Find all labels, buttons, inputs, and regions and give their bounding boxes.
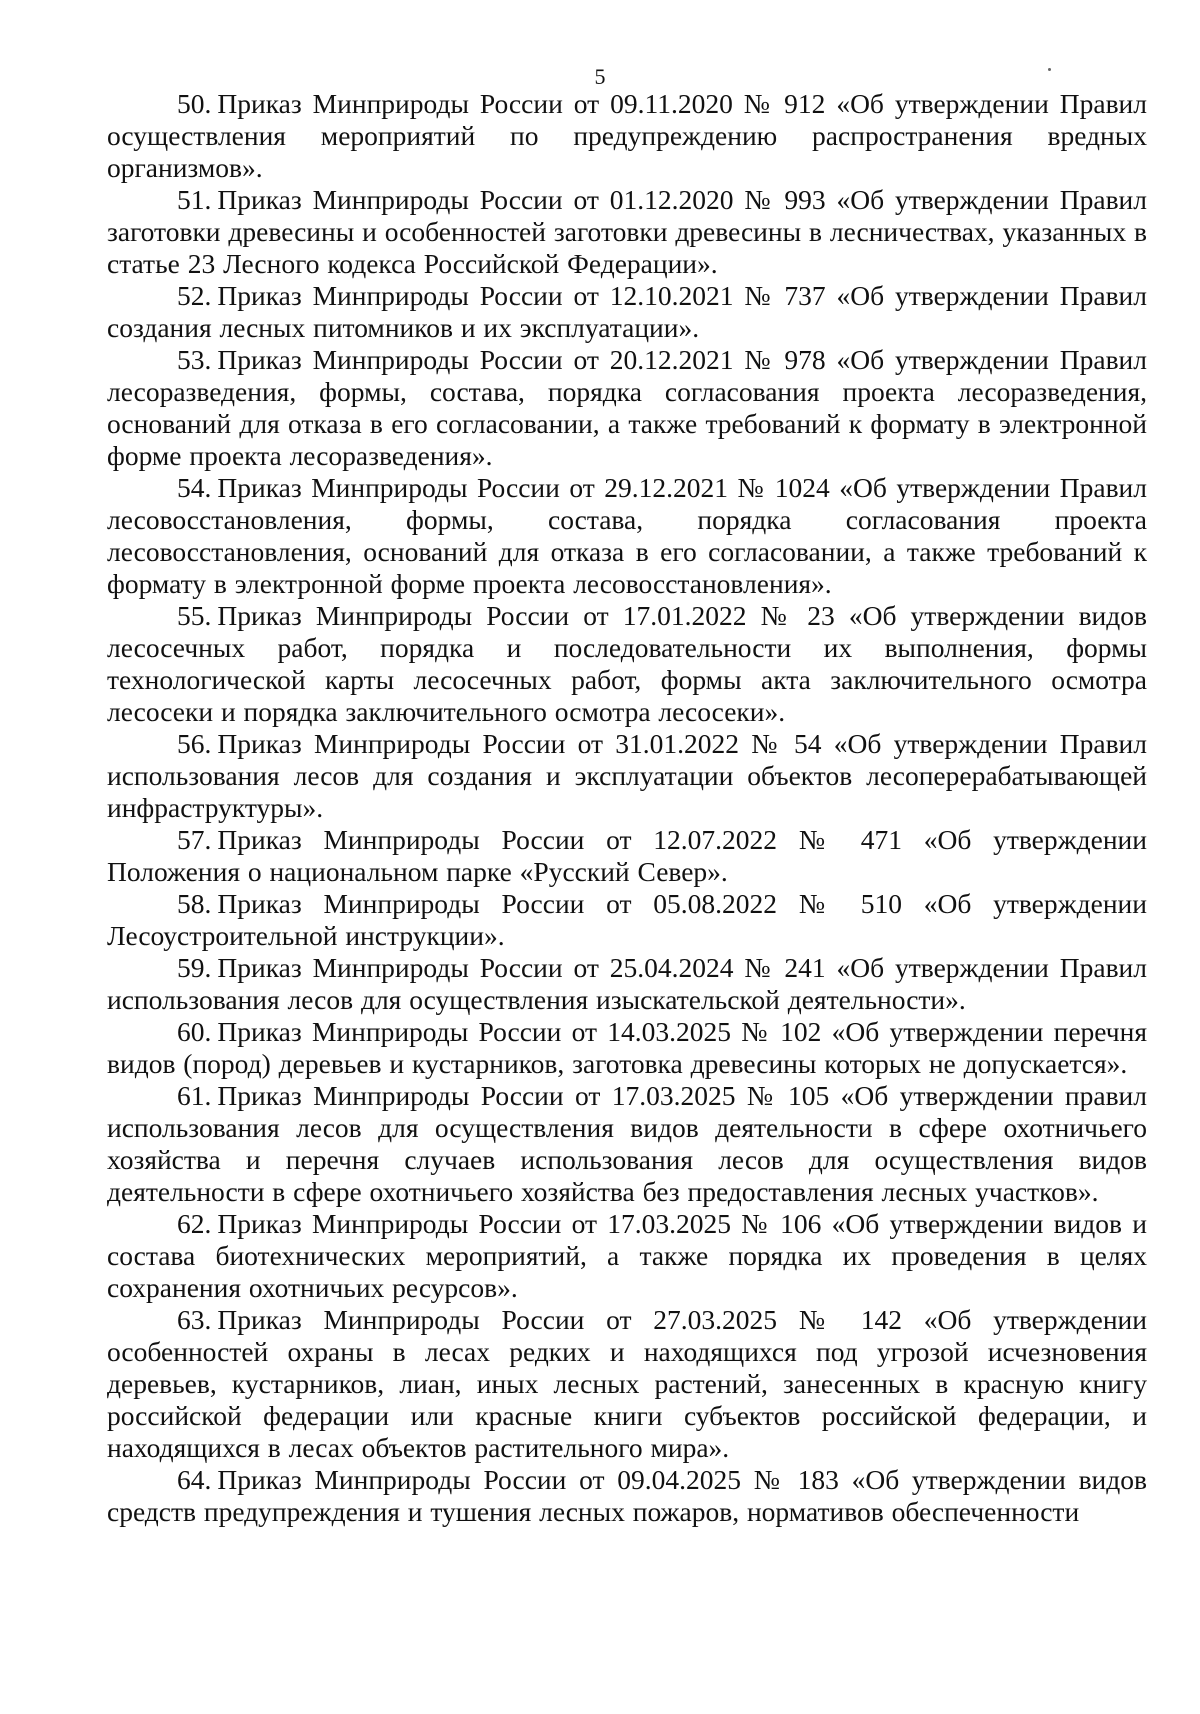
item-number: 54. [177,472,212,503]
list-item [107,824,1147,888]
item-text: Приказ Минприроды России от 17.03.2025 № 105 «Об утверждении правил использования лесов для осуществления видов деятельности в сфере охотничьего хозяйства и перечня случаев использования лесов для осуществления видов деятельности в сфере охотничьего хозяйства без предоставления лесных участков». [107,1080,1147,1207]
item-number: 60. [177,1016,212,1047]
item-number: 59. [177,952,212,983]
item-text: Приказ Минприроды России от 09.11.2020 № 912 «Об утверждении Правил осуществления мероприятий по предупреждению распространения вредных организмов». [107,88,1147,183]
item-text: Приказ Минприроды России от 20.12.2021 № 978 «Об утверждении Правил лесоразведения, формы, состава, порядка согласования проекта лесоразведения, оснований для отказа в его согласовании, а также требований к формату в электронной форме проекта лесоразведения». [107,344,1147,471]
item-text: Приказ Минприроды России от 27.03.2025 № 142 «Об утверждении особенностей охраны в лесах редких и находящихся под угрозой исчезновения деревьев, кустарников, лиан, иных лесных растений, занесенных в красную книгу российской федерации или красные книги субъектов российской федерации, и находящихся в лесах объектов растительного мира». [107,1304,1147,1463]
item-text: Приказ Минприроды России от 12.10.2021 № 737 «Об утверждении Правил создания лесных питомников и их эксплуатации». [107,280,1147,343]
list-item [107,88,1147,184]
item-text: Приказ Минприроды России от 12.07.2022 № 471 «Об утверждении Положения о национальном парке «Русский Север». [107,824,1147,887]
item-number: 52. [177,280,212,311]
item-number: 57. [177,824,212,855]
list-item [107,280,1147,344]
list-item [107,1464,1147,1528]
list-item [107,184,1147,280]
list-item [107,888,1147,952]
item-number: 55. [177,600,212,631]
list-item [107,1016,1147,1080]
item-number: 53. [177,344,212,375]
item-number: 63. [177,1304,212,1335]
list-item [107,472,1147,600]
item-text: Приказ Минприроды России от 01.12.2020 № 993 «Об утверждении Правил заготовки древесины и особенностей заготовки древесины в лесничествах, указанных в статье 23 Лесного кодекса Российской Федерации». [107,184,1147,279]
list-item [107,952,1147,1016]
list-item [107,1208,1147,1304]
item-text: Приказ Минприроды России от 14.03.2025 № 102 «Об утверждении перечня видов (пород) деревьев и кустарников, заготовка древесины которых не допускается». [107,1016,1147,1079]
item-number: 61. [177,1080,212,1111]
item-number: 58. [177,888,212,919]
page-number: 5 [594,64,606,89]
item-text: Приказ Минприроды России от 17.03.2025 № 106 «Об утверждении видов и состава биотехнических мероприятий, а также порядка их проведения в целях сохранения охотничьих ресурсов». [107,1208,1147,1303]
item-text: Приказ Минприроды России от 17.01.2022 № 23 «Об утверждении видов лесосечных работ, порядка и последовательности их выполнения, формы технологической карты лесосечных работ, формы акта заключительного осмотра лесосеки и порядка заключительного осмотра лесосеки». [107,600,1147,727]
list-item [107,1080,1147,1208]
item-number: 50. [177,88,212,119]
item-number: 64. [177,1464,212,1495]
list-item [107,344,1147,472]
item-text: Приказ Минприроды России от 31.01.2022 № 54 «Об утверждении Правил использования лесов для создания и эксплуатации объектов лесоперерабатывающей инфраструктуры». [107,728,1147,823]
item-number: 51. [177,184,212,215]
item-text: Приказ Минприроды России от 29.12.2021 № 1024 «Об утверждении Правил лесовосстановления, формы, состава, порядка согласования проекта лесовосстановления, оснований для отказа в его согласовании, а также требований к формату в электронной форме проекта лесовосстановления». [107,472,1147,599]
list-item [107,728,1147,824]
order-list [107,88,1147,1528]
list-item [107,600,1147,728]
list-item [107,1304,1147,1464]
item-text: Приказ Минприроды России от 05.08.2022 № 510 «Об утверждении Лесоустроительной инструкции». [107,888,1147,951]
item-number: 56. [177,728,212,759]
item-text: Приказ Минприроды России от 25.04.2024 № 241 «Об утверждении Правил использования лесов для осуществления изыскательской деятельности». [107,952,1147,1015]
item-text: Приказ Минприроды России от 09.04.2025 № 183 «Об утверждении видов средств предупреждения и тушения лесных пожаров, нормативов обеспеченности [107,1464,1147,1527]
item-number: 62. [177,1208,212,1239]
scan-speck [1048,68,1051,71]
